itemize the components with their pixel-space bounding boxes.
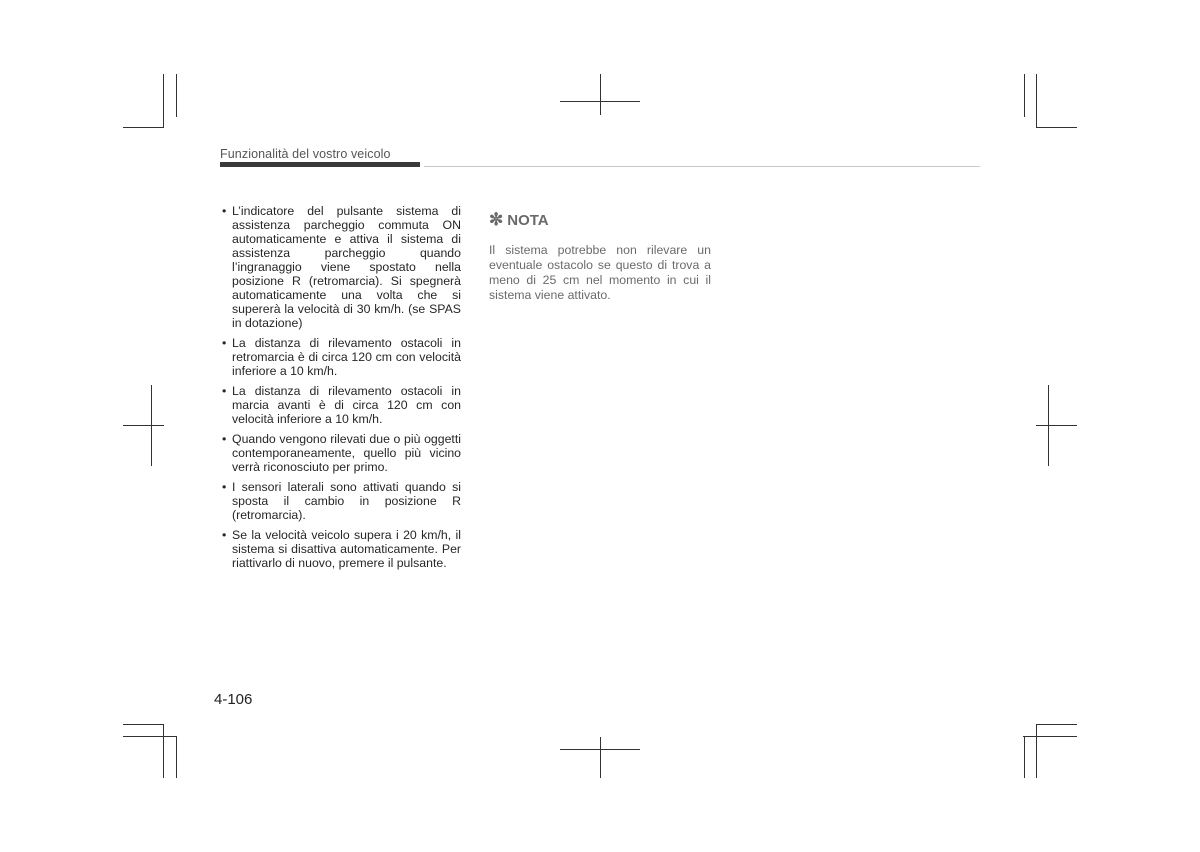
list-item-text: L’indicatore del pulsante sistema di assistenza parcheggio commuta ON automaticamente e attiva il sistema di assistenza parcheggio quando l’ingranaggio viene spostato nella posizione R (retromarcia). Si spegnerà automaticamente una volta che si supererà la velocità di 30 km/h. (se SPAS in dotazione): [232, 204, 461, 330]
crop-mark: [1036, 724, 1077, 725]
list-item-text: La distanza di rilevamento ostacoli in retromarcia è di circa 120 cm con velocità inferiore a 10 km/h.: [232, 336, 461, 378]
note-box: [489, 210, 711, 303]
asterisk-icon: ✼: [489, 210, 504, 229]
crop-mark: [176, 74, 177, 117]
crop-mark: [123, 736, 177, 737]
crop-mark: [1036, 127, 1077, 128]
page-number: 4-106: [214, 691, 253, 708]
list-item-text: La distanza di rilevamento ostacoli in marcia avanti è di circa 120 cm con velocità inferiore a 10 km/h.: [232, 384, 461, 426]
crop-mark: [1024, 74, 1025, 117]
crop-mark: [176, 736, 177, 778]
crop-mark: [1036, 425, 1077, 426]
list-item-text: Quando vengono rilevati due o più oggetti contemporaneamente, quello più vicino verrà riconosciuto per primo.: [232, 432, 461, 474]
header-bar: [220, 162, 420, 167]
bullet-list: [222, 204, 461, 576]
list-item: [222, 336, 461, 378]
crop-mark: [1024, 736, 1025, 778]
list-item-text: I sensori laterali sono attivati quando si sposta il cambio in posizione R (retromarcia).: [232, 480, 461, 522]
header-rule: [424, 166, 980, 167]
bullet-mark: •: [222, 480, 227, 494]
section-title: Funzionalità del vostro veicolo: [220, 147, 391, 161]
bullet-mark: •: [222, 528, 227, 542]
crop-mark: [163, 74, 164, 128]
note-heading: [489, 210, 711, 230]
crop-mark: [123, 724, 164, 725]
crop-mark: [163, 724, 164, 778]
list-item: [222, 528, 461, 570]
crop-mark: [1023, 736, 1077, 737]
note-text: Il sistema potrebbe non rilevare un eventuale ostacolo se questo di trova a meno di 25 cm nel momento in cui il sistema viene attivato.: [489, 243, 711, 302]
crop-mark: [151, 385, 152, 466]
bullet-mark: •: [222, 384, 227, 398]
crop-mark: [1048, 385, 1049, 466]
list-item: [222, 204, 461, 330]
crop-mark: [600, 74, 601, 115]
crop-mark: [1036, 724, 1037, 778]
bullet-mark: •: [222, 432, 227, 446]
list-item: [222, 480, 461, 522]
list-item: [222, 384, 461, 426]
crop-mark: [123, 425, 164, 426]
list-item-text: Se la velocità veicolo supera i 20 km/h, il sistema si disattiva automaticamente. Per riattivarlo di nuovo, premere il pulsante.: [232, 528, 461, 570]
bullet-mark: •: [222, 204, 227, 218]
list-item: [222, 432, 461, 474]
bullet-mark: •: [222, 336, 227, 350]
crop-mark: [600, 737, 601, 778]
note-title: NOTA: [507, 211, 549, 229]
crop-mark: [123, 127, 164, 128]
crop-mark: [1036, 74, 1037, 128]
